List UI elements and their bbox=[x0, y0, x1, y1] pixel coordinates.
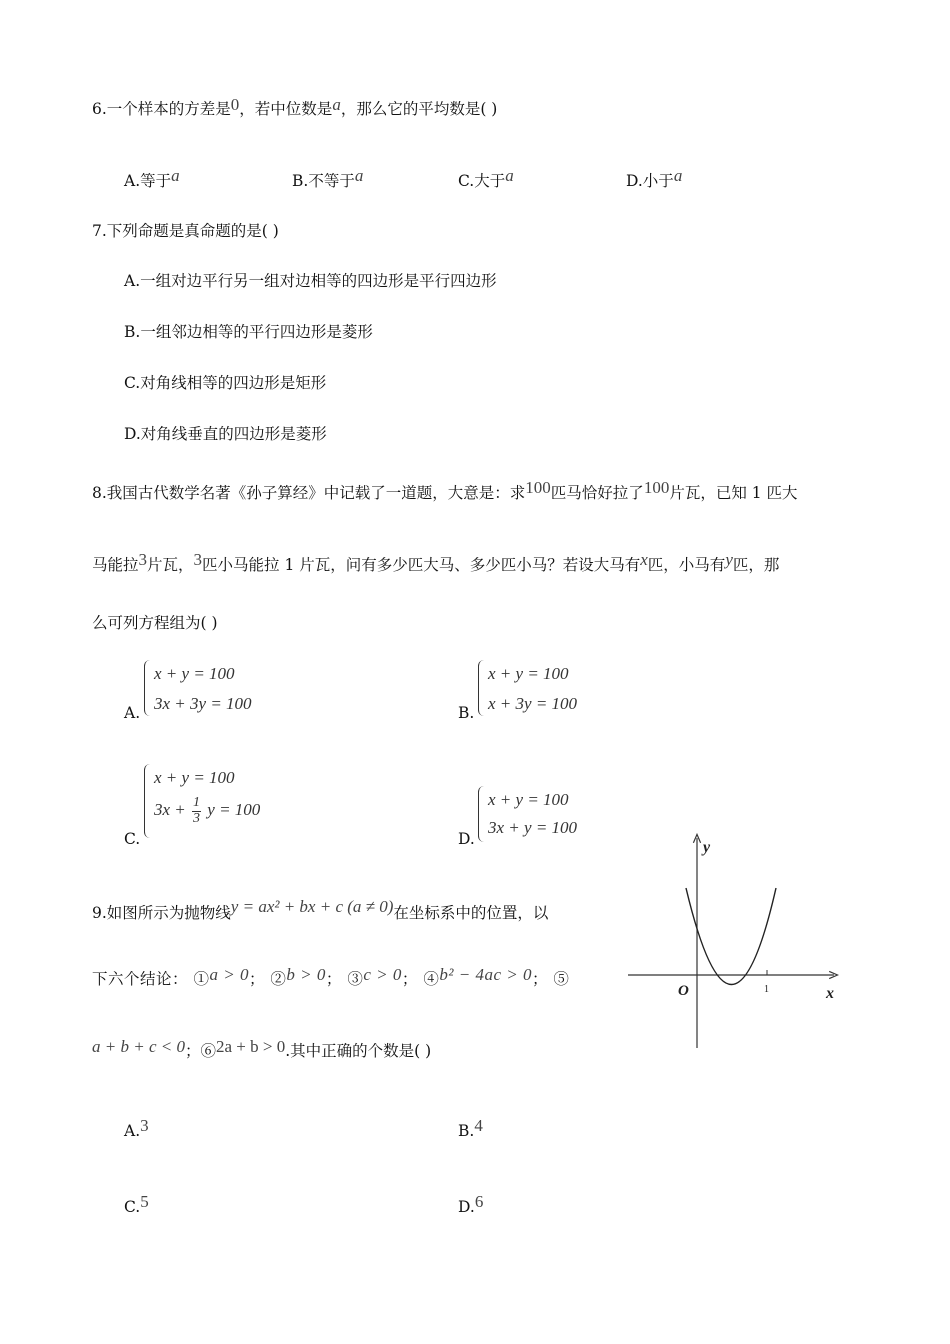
q6-option-b[interactable]: B.不等于a bbox=[292, 166, 364, 190]
q6-zero: 0 bbox=[230, 95, 240, 114]
tick-label-1: 1 bbox=[764, 984, 769, 995]
q8-option-d-label[interactable]: D. bbox=[458, 830, 475, 848]
brace bbox=[478, 660, 487, 716]
q6-var-a: a bbox=[332, 95, 341, 114]
equation: x + y = 100 bbox=[154, 664, 235, 683]
equation: 3x + $\frac{1}{3}$ y = 100 bbox=[154, 795, 261, 826]
q8-line-1: 8.我国古代数学名著《孙子算经》中记载了一道题，大意是：求100匹马恰好拉了100片瓦，已知 1 匹大 bbox=[92, 478, 798, 502]
brace bbox=[144, 660, 153, 716]
parabola-equation: y = ax² + bx + c (a ≠ 0) bbox=[230, 897, 394, 916]
y-axis-label: y bbox=[703, 839, 711, 856]
q9-line-2: 下六个结论： ①a > 0； ②b > 0； ③c > 0； ④b² − 4ac > 0； ⑤ bbox=[92, 965, 570, 988]
q8-option-d-system[interactable] bbox=[478, 786, 608, 844]
q8-option-b-label[interactable]: B. bbox=[458, 704, 475, 722]
q8-line-3: 么可列方程组为( ) bbox=[92, 614, 218, 632]
q7-option-b[interactable]: B.一组邻边相等的平行四边形是菱形 bbox=[124, 323, 373, 341]
parabola-graph bbox=[620, 830, 850, 1055]
fraction-one-third: $\frac{1}{3}$ bbox=[193, 795, 201, 826]
equation: x + 3y = 100 bbox=[488, 694, 578, 713]
q9-option-d[interactable]: D.6 bbox=[458, 1192, 484, 1216]
q8-option-b-system[interactable] bbox=[478, 660, 608, 718]
q9-option-b[interactable]: B.4 bbox=[458, 1116, 483, 1140]
q9-option-c[interactable]: C.5 bbox=[124, 1192, 149, 1216]
q7-option-c[interactable]: C.对角线相等的四边形是矩形 bbox=[124, 374, 327, 392]
brace bbox=[144, 764, 153, 838]
q7-option-d[interactable]: D.对角线垂直的四边形是菱形 bbox=[124, 425, 327, 443]
q9-line-1: 9.如图所示为抛物线y = ax² + bx + c (a ≠ 0)在坐标系中的位置，以 bbox=[92, 897, 549, 922]
q8-option-c-system[interactable] bbox=[144, 764, 284, 840]
q8-option-a-label[interactable]: A. bbox=[124, 704, 141, 722]
q8-option-c-label[interactable]: C. bbox=[124, 830, 141, 848]
x-axis-label: x bbox=[826, 985, 834, 1002]
origin-label: O bbox=[678, 983, 689, 999]
q7-stem: 7.下列命题是真命题的是( ) bbox=[92, 222, 279, 240]
q9-option-a[interactable]: A.3 bbox=[124, 1116, 149, 1140]
parabola-curve bbox=[686, 888, 776, 985]
q6-option-c[interactable]: C.大于a bbox=[458, 166, 514, 190]
q6-stem: 6.一个样本的方差是0，若中位数是a，那么它的平均数是( ) bbox=[92, 95, 498, 118]
q8-line-2: 马能拉3片瓦，3匹小马能拉 1 片瓦，问有多少匹大马、多少匹小马？若设大马有x匹，小马有y匹，那 bbox=[92, 550, 780, 574]
brace bbox=[478, 786, 487, 842]
equation: 3x + y = 100 bbox=[488, 818, 578, 837]
equation: 3x + 3y = 100 bbox=[154, 694, 252, 713]
q8-option-a-system[interactable] bbox=[144, 660, 274, 718]
q6-option-a[interactable]: A.等于a bbox=[124, 166, 180, 190]
q7-option-a[interactable]: A.一组对边平行另一组对边相等的四边形是平行四边形 bbox=[124, 272, 497, 290]
equation: x + y = 100 bbox=[488, 664, 569, 683]
q6-option-d[interactable]: D.小于a bbox=[626, 166, 683, 190]
equation: x + y = 100 bbox=[488, 790, 569, 809]
equation: x + y = 100 bbox=[154, 768, 235, 787]
q9-line-3: a + b + c < 0；⑥2a + b > 0.其中正确的个数是( ) bbox=[92, 1037, 432, 1060]
